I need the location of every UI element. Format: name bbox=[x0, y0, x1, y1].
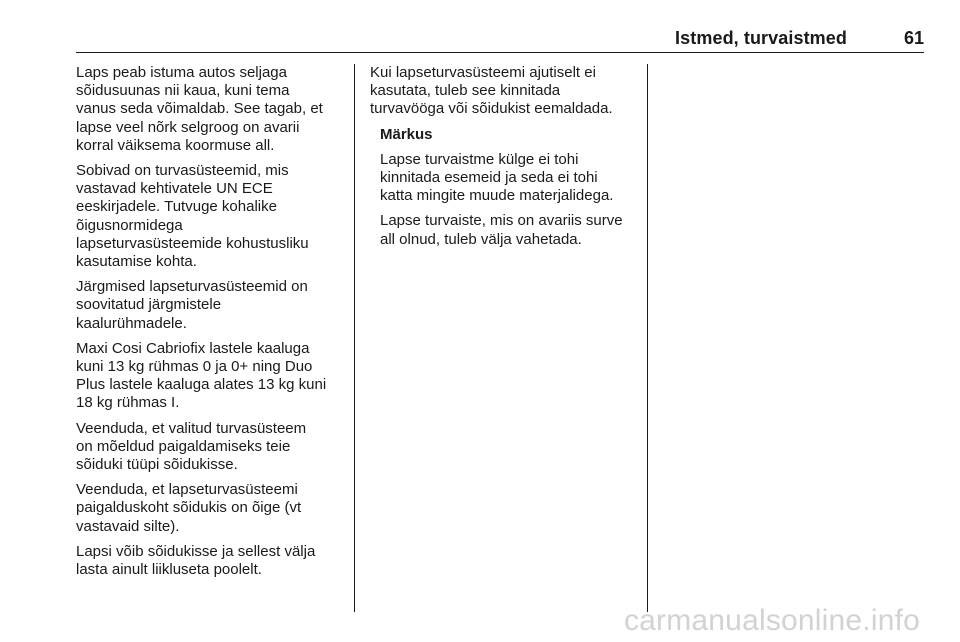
section-title: Istmed, turvaistmed bbox=[675, 28, 847, 48]
note-paragraph: Lapse turvaistme külge ei tohi kinnitada esemeid ja seda ei tohi katta mingite muude materjalidega. bbox=[380, 150, 614, 205]
text-column-left bbox=[76, 64, 348, 586]
column-divider bbox=[354, 64, 355, 612]
paragraph: Maxi Cosi Cabriofix lastele kaaluga kuni 13 kg rühmas 0 ja 0+ ning Duo Plus lastele kaaluga alates 13 kg kuni 18 kg rühmas I. bbox=[76, 339, 327, 412]
paragraph: Laps peab istuma autos seljaga sõidusuunas nii kaua, kuni tema vanus seda võimaldab. See tagab, et lapse veel nõrk selgroog on avarii korral väiksema koormuse all. bbox=[76, 64, 323, 154]
watermark: carmanualsonline.info bbox=[623, 604, 920, 637]
page-header bbox=[76, 26, 924, 53]
note-title: Märkus bbox=[380, 125, 433, 143]
paragraph: Kui lapseturvasüsteemi ajutiselt ei kasutata, tuleb see kinnitada turvavööga või sõidukist eemaldada. bbox=[370, 64, 613, 118]
text-column-middle bbox=[370, 64, 640, 256]
page-number: 61 bbox=[903, 28, 924, 48]
paragraph: Veenduda, et lapseturvasüsteemi paigalduskoht sõidukis on õige (vt vastavaid silte). bbox=[76, 481, 302, 535]
paragraph: Veenduda, et valitud turvasüsteem on mõeldud paigaldamiseks teie sõiduki tüüpi sõidukisse. bbox=[76, 419, 307, 474]
paragraph: Järgmised lapseturvasüsteemid on soovitatud järgmistele kaalurühmadele. bbox=[76, 278, 308, 332]
paragraph: Lapsi võib sõidukisse ja sellest välja lasta ainult liikluseta poolelt. bbox=[76, 542, 316, 579]
column-divider bbox=[647, 64, 648, 612]
note-paragraph: Lapse turvaiste, mis on avariis surve all olnud, tuleb välja vahetada. bbox=[380, 212, 623, 248]
note-box bbox=[380, 126, 640, 249]
paragraph: Sobivad on turvasüsteemid, mis vastavad kehtivatele UN ECE eeskirjadele. Tutvuge kohalike õigusnormidega lapseturvasüsteemide kohustusliku kasutamise kohta. bbox=[76, 162, 309, 271]
